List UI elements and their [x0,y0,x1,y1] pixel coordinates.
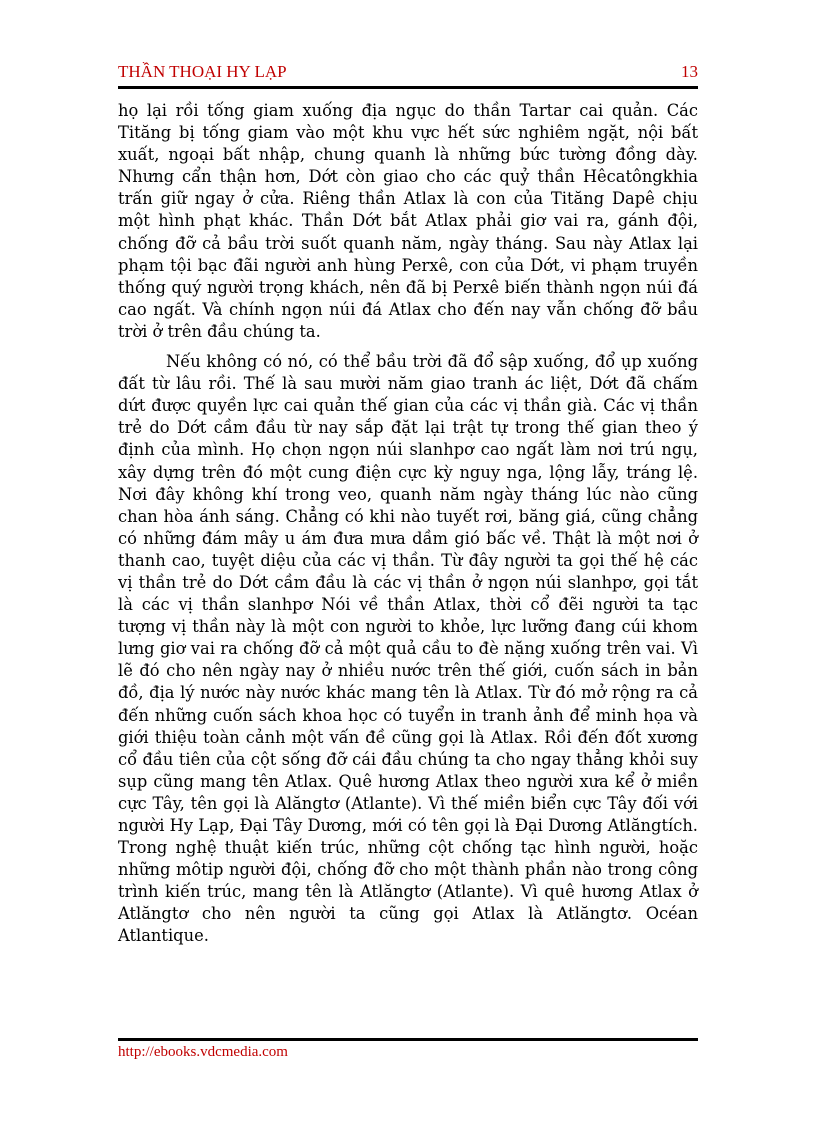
page-number: 13 [681,62,698,81]
paragraph-2: Nếu không có nó, có thể bầu trời đã đổ sập xuống, đổ ụp xuống đất từ lâu rồi. Thế là sau mười năm giao tranh ác liệt, Dớt đã chấm dứt được quyền lực cai quản thế gian của các vị thần già. Các vị thần trẻ do Dớt cầm đầu từ nay sắp đặt lại trật tự trong thế gian theo ý định của mình. Họ chọn ngọn núi slanhpơ cao ngất làm nơi trú ngụ, xây dựng trên đó một cung điện cực kỳ nguy nga, lộng lẫy, tráng lệ. Nơi đây không khí trong veo, quanh năm ngày tháng lúc nào cũng chan hòa ánh sáng. Chẳng có khi nào tuyết rơi, băng giá, cũng chẳng có những đám mây u ám đưa mưa dầm gió bấc về. Thật là một nơi ở thanh cao, tuyệt diệu của các vị thần. Từ đây người ta gọi thế hệ các vị thần trẻ do Dớt cầm đầu là các vị thần ở ngọn núi slanhpơ, gọi tắt là các vị thần slanhpơ Nói về thần Atlax, thời cổ đẽi người ta tạc tượng vị thần này là một con người to khỏe, lực lưỡng đang cúi khom lưng giơ vai ra chống đỡ cả một quả cầu to đè nặng xuống trên vai. Vì lẽ đó cho nên ngày nay ở nhiều nước trên thế giới, cuốn sách in bản đồ, địa lý nước này nước khác mang tên là Atlax. Từ đó mở rộng ra cả đến những cuốn sách khoa học có tuyển in tranh ảnh để minh họa và giới thiệu toàn cảnh một vấn đề cũng gọi là Atlax. Rồi đến đốt xương cổ đầu tiên của cột sống đỡ cái đầu chúng ta cho ngay thẳng khỏi suy sụp cũng mang tên Atlax. Quê hương Atlax theo người xưa kể ở miền cực Tây, tên gọi là Alăngtơ (Atlante). Vì thế miền biển cực Tây đối với người Hy Lạp, Đại Tây Dương, mới có tên gọi là Đại Dương Atlăngtích. Trong nghệ thuật kiến trúc, những cột chống tạc hình người, hoặc những môtip người đội, chống đỡ cho một thành phần nào trong công trình kiến trúc, mang tên là Atlăngtơ (Atlante). Vì quê hương Atlax ở Atlăngtơ cho nên người ta cũng gọi Atlax là Atlăngtơ. Océan Atlantique. [118,352,698,946]
footer-url-link[interactable]: http://ebooks.vdcmedia.com [118,1044,288,1060]
book-title: THẦN THOẠI HY LẠP [118,62,287,81]
paragraph-1: họ lại rồi tống giam xuống địa ngục do thần Tartar cai quản. Các Tităng bị tống giam vào một khu vực hết sức nghiêm ngặt, nội bất xuất, ngoại bất nhập, chung quanh là những bức tường đồng dày. Nhưng cẩn thận hơn, Dớt còn giao cho các quỷ thần Hêcatôngkhia trấn giữ ngay ở cửa. Riêng thần Atlax là con của Tităng Dapê chịu một hình phạt khác. Thần Dớt bắt Atlax phải giơ vai ra, gánh đội, chống đỡ cả bầu trời suốt quanh năm, ngày tháng. Sau này Atlax lại phạm tội bạc đãi người anh hùng Perxê, con của Dớt, vi phạm truyền thống quý người trọng khách, nên đã bị Perxê biến thành ngọn núi đá cao ngất. Và chính ngọn núi đá Atlax cho đến nay vẫn chống đỡ bầu trời ở trên đầu chúng ta. [118,101,698,341]
footer-divider [118,1038,698,1041]
page-header [118,62,698,86]
header-divider [118,86,698,89]
page-body [118,100,698,948]
